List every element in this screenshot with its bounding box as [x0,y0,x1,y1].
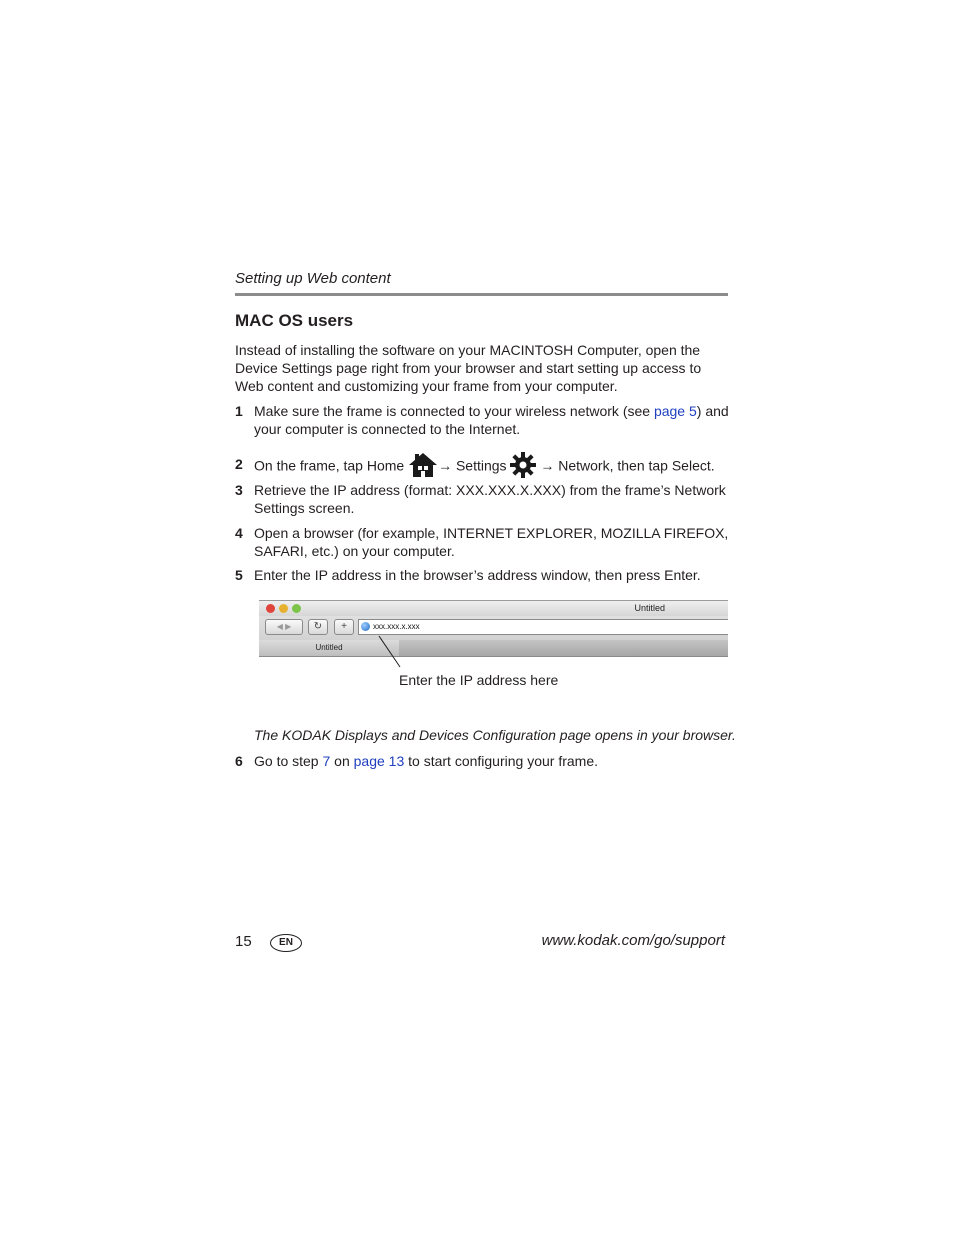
step-6 [235,752,730,770]
window-titlebar [259,601,728,616]
back-forward-buttons: ◀ ▶ [265,619,303,635]
zoom-icon [292,604,301,613]
browser-toolbar-screenshot [259,600,728,657]
close-icon [266,604,275,613]
support-url: www.kodak.com/go/support [541,932,725,949]
language-badge: EN [270,934,302,952]
step-text: Enter the IP address in the browser’s address window, then press Enter. [254,567,701,583]
window-title: Untitled [634,603,665,613]
home-icon [408,452,438,482]
header-rule [235,293,728,296]
step-3 [235,481,730,517]
page-13-link[interactable]: page 13 [353,753,405,769]
step-number: 6 [235,753,243,769]
callout-caption: Enter the IP address here [399,672,559,688]
minimize-icon [279,604,288,613]
step-7-link[interactable]: 7 [322,753,331,769]
result-note: The KODAK Displays and Devices Configuration page opens in your browser. [254,727,736,743]
step-1 [235,402,730,438]
step-text: On the frame, tap Home → Settings → Network, then tap Select. [254,452,730,482]
section-header: Setting up Web content [235,270,391,287]
step-5 [235,566,730,584]
page-title: MAC OS users [235,311,354,330]
globe-icon [361,622,370,631]
step-text: Go to step 7 on page 13 to start configuring your frame. [254,753,599,769]
browser-tab: Untitled [259,640,399,656]
step-number: 1 [235,403,243,419]
step-2 [235,452,730,482]
callout-line [370,630,410,670]
add-bookmark-icon: + [334,619,354,635]
step-text: Open a browser (for example, INTERNET EXPLORER, MOZILLA FIREFOX, SAFARI, etc.) on your computer. [254,525,729,559]
address-url: xxx.xxx.x.xxx [373,622,420,631]
step-number: 3 [235,482,243,498]
page-number: 15 [235,933,252,950]
step-number: 5 [235,567,243,583]
step-text: Retrieve the IP address (format: XXX.XXX.X.XXX) from the frame’s Network Settings screen. [254,482,726,516]
reload-icon: ↻ [308,619,328,635]
page-5-link[interactable]: page 5 [653,403,697,419]
intro-paragraph: Instead of installing the software on your MACINTOSH Computer, open the Device Settings page right from your browser and start setting up access to Web content and customizing your frame from your computer. [235,342,702,394]
address-field [358,619,728,635]
gear-icon [510,452,536,482]
step-text: Make sure the frame is connected to your wireless network (see page 5) and your computer is connected to the Internet. [254,403,729,437]
step-number: 4 [235,525,243,541]
step-4 [235,524,730,560]
step-number: 2 [235,456,243,472]
